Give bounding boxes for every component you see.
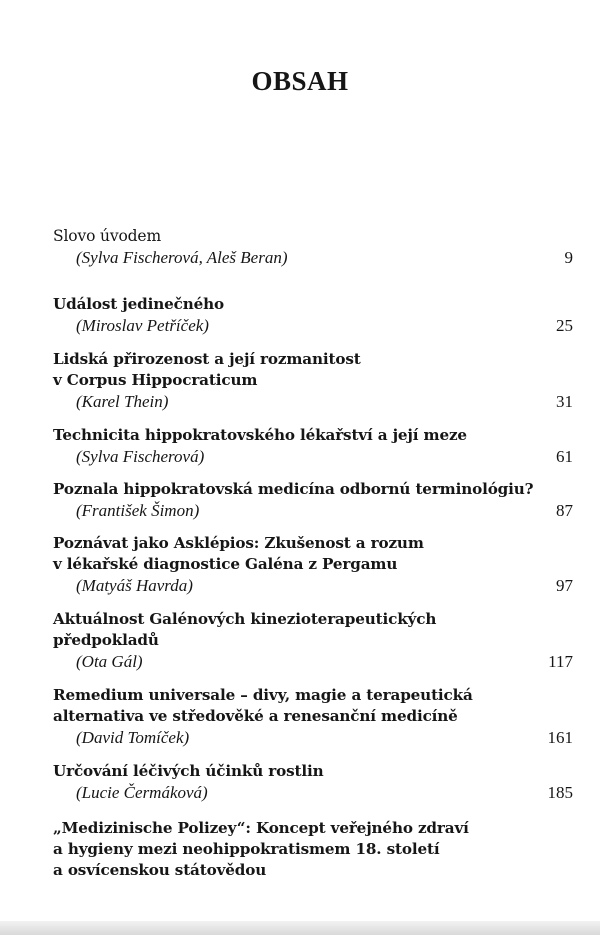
entry-title-line: Událost jedinečného — [53, 295, 224, 313]
entry-title-line: a osvícenskou státovědou — [53, 861, 267, 879]
entry-title — [53, 479, 573, 500]
entry-title-line: Remedium universale – divy, magie a terapeutická — [53, 686, 473, 704]
entry-title-line: alternativa ve středověké a renesanční medicíně — [53, 707, 458, 725]
entry-title-line: „Medizinische Polizey“: Koncept veřejného zdraví — [53, 819, 469, 837]
entry-page-number: 117 — [548, 652, 573, 671]
toc-entry — [53, 818, 573, 881]
entry-title-line: v Corpus Hippocraticum — [53, 371, 258, 389]
entry-title-line: v lékařské diagnostice Galéna z Pergamu — [53, 555, 398, 573]
entry-title — [53, 349, 573, 391]
entry-title-line: Technicita hippokratovského lékařství a její meze — [53, 426, 467, 444]
entry-title — [53, 609, 573, 651]
entry-author: (Ota Gál) — [76, 652, 143, 671]
toc-entry — [53, 609, 573, 673]
entry-page-number: 25 — [556, 316, 573, 335]
entry-author-line — [53, 500, 573, 522]
toc-entry — [53, 761, 573, 804]
entry-title — [53, 761, 573, 782]
toc-entry — [53, 425, 573, 468]
entry-author: (David Tomíček) — [76, 728, 190, 747]
entry-page-number: 61 — [556, 447, 573, 466]
entry-page-number: 161 — [547, 728, 573, 747]
toc-entry — [53, 349, 573, 413]
entry-page-number: 9 — [564, 248, 573, 267]
entry-title-line: Poznávat jako Asklépios: Zkušenost a rozum — [53, 534, 424, 552]
entry-page-number: 185 — [547, 783, 573, 802]
entry-title — [53, 226, 573, 247]
page-title: OBSAH — [251, 66, 349, 96]
entry-title — [53, 818, 573, 881]
toc-entry — [53, 226, 573, 269]
entry-page-number: 97 — [556, 576, 573, 595]
entry-author: (Sylva Fischerová, Aleš Beran) — [76, 248, 288, 267]
entry-title-line: a hygieny mezi neohippokratismem 18. století — [53, 840, 440, 858]
entry-page-number: 31 — [556, 392, 573, 411]
entry-title — [53, 533, 573, 575]
entry-author-line — [53, 315, 573, 337]
entry-author-line — [53, 575, 573, 597]
entry-author-line — [53, 651, 573, 673]
toc-entry — [53, 685, 573, 749]
toc-entry — [53, 533, 573, 597]
entry-author-line — [53, 446, 573, 468]
entry-title-line: Lidská přirozenost a její rozmanitost — [53, 350, 361, 368]
entry-author-line — [53, 391, 573, 413]
entry-author: (Miroslav Petříček) — [76, 316, 209, 335]
entry-title-line: předpokladů — [53, 631, 159, 649]
scan-bottom-edge — [0, 921, 600, 935]
entry-author: (Sylva Fischerová) — [76, 447, 205, 466]
toc-entry — [53, 479, 573, 522]
entry-title-line: Určování léčivých účinků rostlin — [53, 762, 324, 780]
entry-author: (František Šimon) — [76, 501, 200, 520]
entry-author: (Matyáš Havrda) — [76, 576, 193, 595]
entry-title — [53, 425, 573, 446]
entry-author-line — [53, 247, 573, 269]
entry-title — [53, 294, 573, 315]
entry-title-line: Aktuálnost Galénových kinezioterapeutických — [53, 610, 437, 628]
entry-author-line — [53, 782, 573, 804]
entry-author-line — [53, 727, 573, 749]
entry-title-line: Slovo úvodem — [53, 227, 161, 245]
entry-author: (Karel Thein) — [76, 392, 169, 411]
entry-author: (Lucie Čermáková) — [76, 783, 208, 802]
entry-title — [53, 685, 573, 727]
toc-entry — [53, 294, 573, 337]
entry-page-number: 87 — [556, 501, 573, 520]
entry-title-line: Poznala hippokratovská medicína odbornú terminológiu? — [53, 480, 534, 498]
